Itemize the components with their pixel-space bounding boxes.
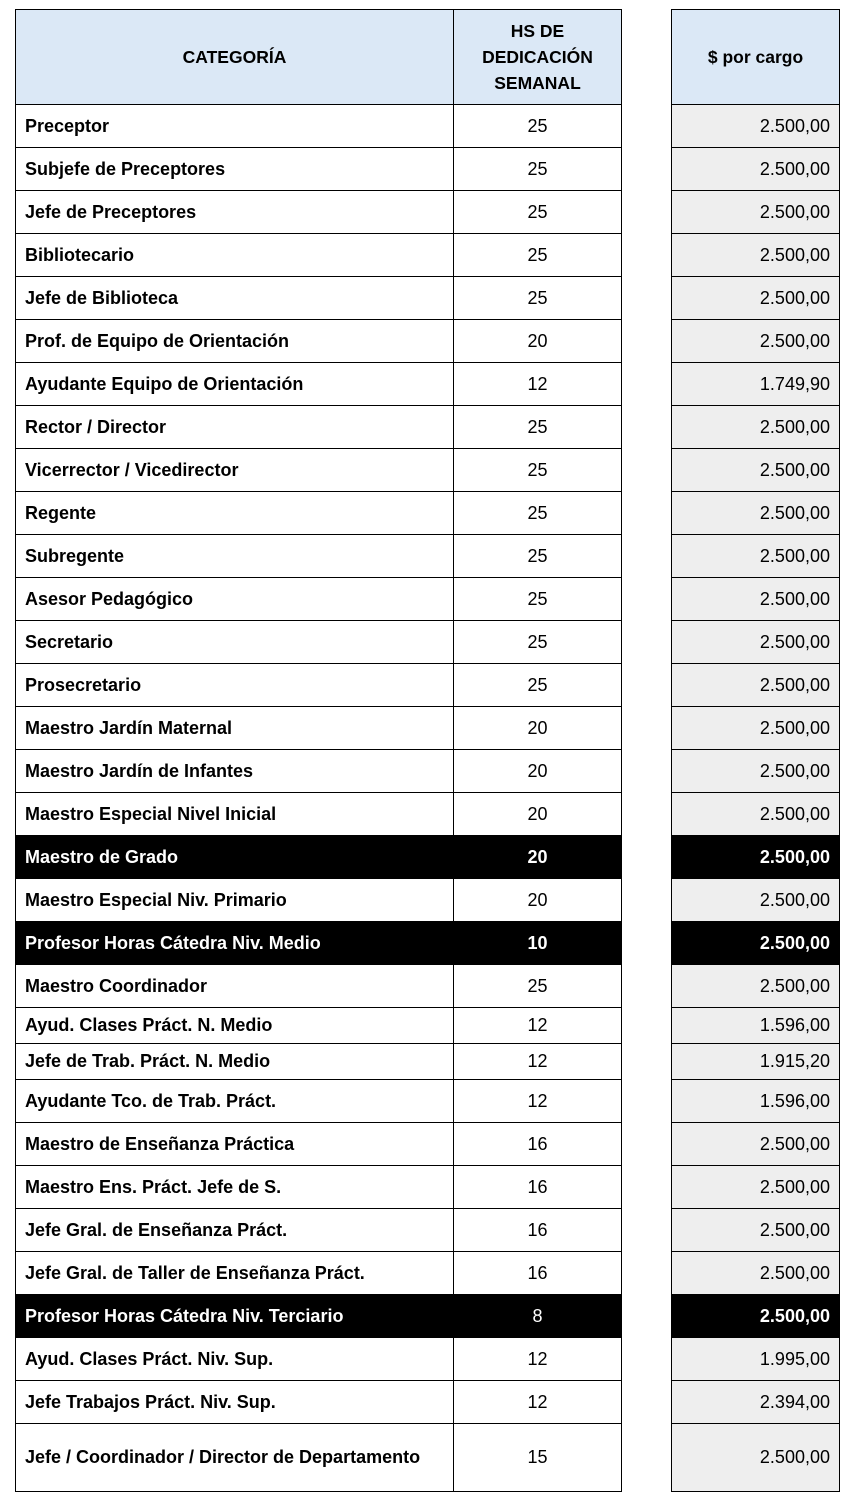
table-row (16, 535, 622, 578)
category-cell: Prosecretario (16, 664, 454, 707)
amount-cell: 2.500,00 (672, 1166, 840, 1209)
amount-row (672, 879, 840, 922)
table-row (16, 1123, 622, 1166)
amount-row (672, 836, 840, 879)
hours-cell: 25 (454, 234, 622, 277)
amount-cell: 2.500,00 (672, 234, 840, 277)
header-monto: $ por cargo (672, 10, 840, 105)
table-row (16, 148, 622, 191)
category-cell: Maestro Especial Nivel Inicial (16, 793, 454, 836)
amount-cell: 2.500,00 (672, 793, 840, 836)
amount-cell: 2.500,00 (672, 449, 840, 492)
hours-cell: 20 (454, 879, 622, 922)
table-row (16, 320, 622, 363)
table-row (16, 492, 622, 535)
table-row (16, 1044, 622, 1080)
amount-cell: 2.500,00 (672, 535, 840, 578)
amount-row (672, 922, 840, 965)
amount-row (672, 1252, 840, 1295)
amount-cell: 2.394,00 (672, 1381, 840, 1424)
amount-cell: 2.500,00 (672, 492, 840, 535)
amount-cell: 2.500,00 (672, 277, 840, 320)
amount-row (672, 148, 840, 191)
hours-cell: 25 (454, 535, 622, 578)
category-cell: Asesor Pedagógico (16, 578, 454, 621)
amount-row (672, 1166, 840, 1209)
amount-row (672, 191, 840, 234)
table-row (16, 363, 622, 406)
amount-row (672, 1424, 840, 1492)
amount-cell: 1.995,00 (672, 1338, 840, 1381)
amounts-table (671, 9, 840, 1492)
category-cell: Rector / Director (16, 406, 454, 449)
category-cell: Vicerrector / Vicedirector (16, 449, 454, 492)
amount-row (672, 1209, 840, 1252)
category-cell: Maestro de Grado (16, 836, 454, 879)
hours-cell: 15 (454, 1424, 622, 1492)
amount-cell: 1.596,00 (672, 1080, 840, 1123)
amount-cell: 2.500,00 (672, 879, 840, 922)
category-cell: Profesor Horas Cátedra Niv. Medio (16, 922, 454, 965)
amount-row (672, 707, 840, 750)
header-categoria: CATEGORÍA (16, 10, 454, 105)
category-cell: Regente (16, 492, 454, 535)
amount-row (672, 664, 840, 707)
amount-row (672, 1381, 840, 1424)
amount-row (672, 406, 840, 449)
amount-cell: 2.500,00 (672, 1123, 840, 1166)
categories-table (15, 9, 622, 1492)
amount-cell: 2.500,00 (672, 621, 840, 664)
amount-cell: 2.500,00 (672, 406, 840, 449)
hours-cell: 25 (454, 492, 622, 535)
hours-cell: 25 (454, 664, 622, 707)
hours-cell: 12 (454, 1080, 622, 1123)
amount-row (672, 750, 840, 793)
table-row (16, 1295, 622, 1338)
hours-cell: 12 (454, 1338, 622, 1381)
hours-cell: 25 (454, 449, 622, 492)
header-horas: HS DE DEDICACIÓN SEMANAL (454, 10, 622, 105)
amount-row (672, 1080, 840, 1123)
category-cell: Maestro Ens. Práct. Jefe de S. (16, 1166, 454, 1209)
category-cell: Maestro Especial Niv. Primario (16, 879, 454, 922)
amount-row (672, 1044, 840, 1080)
amount-row (672, 363, 840, 406)
hours-cell: 20 (454, 320, 622, 363)
table-row (16, 922, 622, 965)
table-row (16, 621, 622, 664)
table-row (16, 449, 622, 492)
category-cell: Prof. de Equipo de Orientación (16, 320, 454, 363)
table-row (16, 191, 622, 234)
hours-cell: 25 (454, 105, 622, 148)
hours-cell: 25 (454, 148, 622, 191)
hours-cell: 12 (454, 363, 622, 406)
category-cell: Ayudante Tco. de Trab. Práct. (16, 1080, 454, 1123)
category-cell: Ayudante Equipo de Orientación (16, 363, 454, 406)
amount-header-row (672, 10, 840, 105)
amount-cell: 2.500,00 (672, 750, 840, 793)
table-row (16, 1008, 622, 1044)
category-cell: Jefe / Coordinador / Director de Departamento (16, 1424, 454, 1492)
table-header-row (16, 10, 622, 105)
category-cell: Secretario (16, 621, 454, 664)
table-row (16, 836, 622, 879)
category-cell: Bibliotecario (16, 234, 454, 277)
category-cell: Jefe de Biblioteca (16, 277, 454, 320)
amount-cell: 2.500,00 (672, 707, 840, 750)
table-row (16, 1338, 622, 1381)
hours-cell: 8 (454, 1295, 622, 1338)
table-row (16, 707, 622, 750)
category-cell: Maestro de Enseñanza Práctica (16, 1123, 454, 1166)
category-cell: Profesor Horas Cátedra Niv. Terciario (16, 1295, 454, 1338)
category-cell: Maestro Jardín de Infantes (16, 750, 454, 793)
table-row (16, 406, 622, 449)
amount-cell: 2.500,00 (672, 320, 840, 363)
category-cell: Preceptor (16, 105, 454, 148)
hours-cell: 12 (454, 1044, 622, 1080)
table-row (16, 1381, 622, 1424)
amount-row (672, 793, 840, 836)
hours-cell: 25 (454, 277, 622, 320)
amount-cell: 2.500,00 (672, 105, 840, 148)
amount-row (672, 1008, 840, 1044)
category-cell: Maestro Coordinador (16, 965, 454, 1008)
table-row (16, 1166, 622, 1209)
amount-cell: 2.500,00 (672, 836, 840, 879)
amount-cell: 1.596,00 (672, 1008, 840, 1044)
amount-cell: 1.749,90 (672, 363, 840, 406)
amount-cell: 2.500,00 (672, 1209, 840, 1252)
amount-row (672, 105, 840, 148)
category-cell: Jefe Trabajos Práct. Niv. Sup. (16, 1381, 454, 1424)
amount-cell: 2.500,00 (672, 1295, 840, 1338)
hours-cell: 12 (454, 1008, 622, 1044)
hours-cell: 25 (454, 406, 622, 449)
hours-cell: 16 (454, 1252, 622, 1295)
amount-row (672, 965, 840, 1008)
hours-cell: 16 (454, 1209, 622, 1252)
table-row (16, 793, 622, 836)
amount-row (672, 320, 840, 363)
amount-row (672, 1338, 840, 1381)
table-row (16, 234, 622, 277)
amount-row (672, 535, 840, 578)
hours-cell: 12 (454, 1381, 622, 1424)
hours-cell: 16 (454, 1123, 622, 1166)
amount-cell: 2.500,00 (672, 1424, 840, 1492)
table-row (16, 1252, 622, 1295)
table-row (16, 879, 622, 922)
amount-row (672, 1123, 840, 1166)
amount-row (672, 277, 840, 320)
amount-row (672, 234, 840, 277)
amount-cell: 2.500,00 (672, 1252, 840, 1295)
amount-row (672, 1295, 840, 1338)
category-cell: Ayud. Clases Práct. N. Medio (16, 1008, 454, 1044)
hours-cell: 20 (454, 793, 622, 836)
amount-cell: 2.500,00 (672, 922, 840, 965)
hours-cell: 25 (454, 965, 622, 1008)
hours-cell: 10 (454, 922, 622, 965)
table-row (16, 750, 622, 793)
amount-cell: 2.500,00 (672, 191, 840, 234)
category-cell: Ayud. Clases Práct. Niv. Sup. (16, 1338, 454, 1381)
amount-cell: 1.915,20 (672, 1044, 840, 1080)
amount-row (672, 449, 840, 492)
table-row (16, 1424, 622, 1492)
amount-cell: 2.500,00 (672, 148, 840, 191)
amount-cell: 2.500,00 (672, 578, 840, 621)
hours-cell: 25 (454, 621, 622, 664)
hours-cell: 20 (454, 707, 622, 750)
hours-cell: 25 (454, 578, 622, 621)
category-cell: Jefe de Preceptores (16, 191, 454, 234)
category-cell: Jefe Gral. de Enseñanza Práct. (16, 1209, 454, 1252)
category-cell: Jefe Gral. de Taller de Enseñanza Práct. (16, 1252, 454, 1295)
category-cell: Maestro Jardín Maternal (16, 707, 454, 750)
hours-cell: 20 (454, 836, 622, 879)
hours-cell: 16 (454, 1166, 622, 1209)
table-row (16, 664, 622, 707)
table-row (16, 1209, 622, 1252)
hours-cell: 25 (454, 191, 622, 234)
amount-row (672, 578, 840, 621)
category-cell: Subregente (16, 535, 454, 578)
amount-cell: 2.500,00 (672, 965, 840, 1008)
amount-cell: 2.500,00 (672, 664, 840, 707)
amount-row (672, 621, 840, 664)
table-row (16, 578, 622, 621)
hours-cell: 20 (454, 750, 622, 793)
table-row (16, 105, 622, 148)
category-cell: Jefe de Trab. Práct. N. Medio (16, 1044, 454, 1080)
table-row (16, 277, 622, 320)
amount-row (672, 492, 840, 535)
category-cell: Subjefe de Preceptores (16, 148, 454, 191)
table-row (16, 1080, 622, 1123)
table-row (16, 965, 622, 1008)
